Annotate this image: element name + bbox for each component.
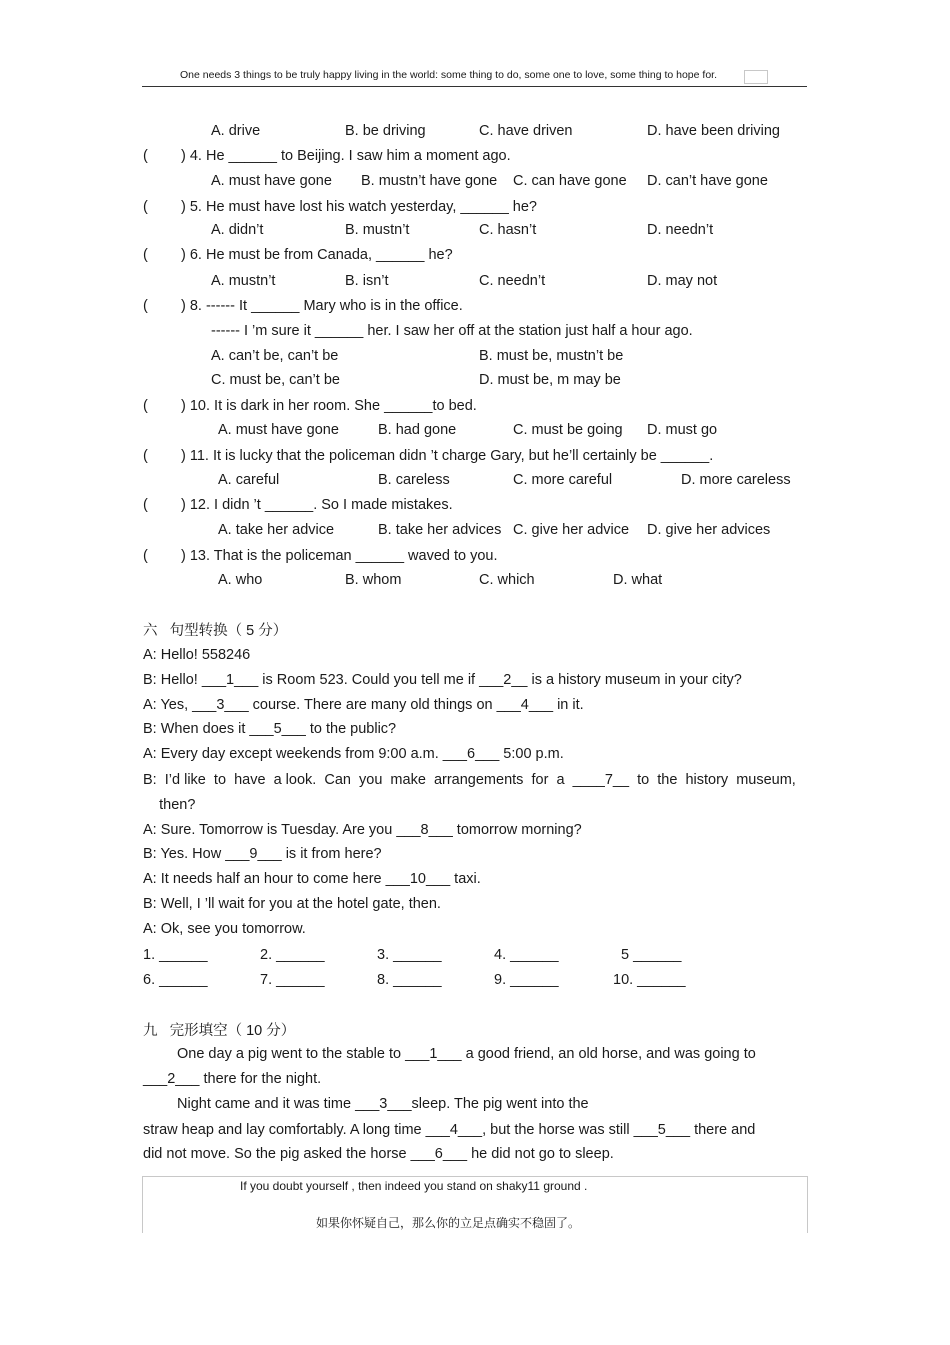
answer-blank[interactable]: 9. ______ xyxy=(494,972,559,988)
option-c: C. have driven xyxy=(479,123,573,139)
answer-blank[interactable]: 10. ______ xyxy=(613,972,686,988)
question-stem: ) 4. He ______ to Beijing. I saw him a moment ago. xyxy=(181,148,511,164)
option-a: A. can’t be, can’t be xyxy=(211,348,339,364)
answer-paren: ( xyxy=(143,448,148,464)
question-stem: ) 12. I didn ’t ______. So I made mistakes. xyxy=(181,497,453,513)
option-c: C. more careful xyxy=(513,472,613,488)
dialogue-line: A: It needs half an hour to come here ___10___ taxi. xyxy=(143,871,481,887)
header-quote: One needs 3 things to be truly happy living in the world: some thing to do, some one to love, some thing to hope for. xyxy=(180,69,717,81)
dialogue-line: B: I’d like to have a look. Can you make arrangements for a ____7__ to the history museum, xyxy=(143,772,796,788)
option-b: B. must be, mustn’t be xyxy=(479,348,624,364)
answer-blank[interactable]: 6. ______ xyxy=(143,972,208,988)
answer-paren: ( xyxy=(143,298,148,314)
answer-paren: ( xyxy=(143,497,148,513)
footer-quote-en: If you doubt yourself , then indeed you stand on shaky11 ground . xyxy=(240,1179,588,1193)
option-b: B. be driving xyxy=(345,123,426,139)
option-a: A. take her advice xyxy=(218,522,335,538)
option-d: D. may not xyxy=(647,273,718,289)
option-d: D. must be, m may be xyxy=(479,372,621,388)
answer-paren: ( xyxy=(143,247,148,263)
option-d: D. give her advices xyxy=(647,522,771,538)
dialogue-line: B: Well, I ’ll wait for you at the hotel gate, then. xyxy=(143,896,441,912)
dialogue-line: A: Sure. Tomorrow is Tuesday. Are you ___8___ tomorrow morning? xyxy=(143,822,582,838)
answer-paren: ( xyxy=(143,548,148,564)
option-b: B. take her advices xyxy=(378,522,502,538)
option-a: A. must have gone xyxy=(218,422,339,438)
answer-paren: ( xyxy=(143,199,148,215)
option-d: D. have been driving xyxy=(647,123,780,139)
option-c: C. must be going xyxy=(513,422,623,438)
dialogue-line: A: Hello! 558246 xyxy=(143,647,251,663)
question-stem: ) 11. It is lucky that the policeman didn ’t charge Gary, but he’ll certainly be ______. xyxy=(181,448,714,464)
option-a: A. who xyxy=(218,572,263,588)
question-stem: ) 10. It is dark in her room. She ______to bed. xyxy=(181,398,477,414)
passage-line: did not move. So the pig asked the horse ___6___ he did not go to sleep. xyxy=(143,1146,614,1162)
dialogue-line: A: Ok, see you tomorrow. xyxy=(143,921,306,937)
answer-blank[interactable]: 7. ______ xyxy=(260,972,325,988)
passage-line: One day a pig went to the stable to ___1___ a good friend, an old horse, and was going to xyxy=(177,1046,756,1062)
option-b: B. mustn’t xyxy=(345,222,410,238)
option-b: B. mustn’t have gone xyxy=(361,173,498,189)
passage-line: ___2___ there for the night. xyxy=(143,1071,322,1087)
option-d: D. must go xyxy=(647,422,718,438)
passage-line: Night came and it was time ___3___sleep. The pig went into the xyxy=(177,1096,589,1112)
option-b: B. had gone xyxy=(378,422,457,438)
option-c: C. hasn’t xyxy=(479,222,537,238)
question-stem: ) 6. He must be from Canada, ______ he? xyxy=(181,247,453,263)
dialogue-line: A: Every day except weekends from 9:00 a.m. ___6___ 5:00 p.m. xyxy=(143,746,564,762)
dialogue-line: then? xyxy=(143,797,196,813)
question-stem: ) 13. That is the policeman ______ waved to you. xyxy=(181,548,498,564)
option-b: B. whom xyxy=(345,572,402,588)
option-c: C. needn’t xyxy=(479,273,546,289)
option-c: C. give her advice xyxy=(513,522,630,538)
dialogue-line: B: Yes. How ___9___ is it from here? xyxy=(143,846,382,862)
answer-blank[interactable]: 5 ______ xyxy=(621,947,682,963)
option-c: C. must be, can’t be xyxy=(211,372,340,388)
answer-paren: ( xyxy=(143,398,148,414)
option-d: D. more careless xyxy=(681,472,791,488)
header-box xyxy=(744,70,768,84)
option-d: D. needn’t xyxy=(647,222,714,238)
option-a: A. drive xyxy=(211,123,261,139)
option-a: A. must have gone xyxy=(211,173,332,189)
option-a: A. mustn’t xyxy=(211,273,276,289)
option-b: B. careless xyxy=(378,472,450,488)
option-b: B. isn’t xyxy=(345,273,389,289)
question-line-2: ------ I ’m sure it ______ her. I saw her off at the station just half a hour ago. xyxy=(211,323,693,339)
question-stem: ) 5. He must have lost his watch yesterday, ______ he? xyxy=(181,199,537,215)
option-c: C. can have gone xyxy=(513,173,627,189)
answer-blank[interactable]: 2. ______ xyxy=(260,947,325,963)
dialogue-line: B: When does it ___5___ to the public? xyxy=(143,721,397,737)
footer-quote-zh: 如果你怀疑自己，那么你的立足点确实不稳固了。 xyxy=(316,1216,581,1230)
section-6-title: 六 句型转换（ 5 分） xyxy=(143,623,288,639)
header-rule xyxy=(142,86,807,87)
dialogue-line: A: Yes, ___3___ course. There are many old things on ___4___ in it. xyxy=(143,697,584,713)
answer-blank[interactable]: 4. ______ xyxy=(494,947,559,963)
answer-blank[interactable]: 8. ______ xyxy=(377,972,442,988)
option-c: C. which xyxy=(479,572,535,588)
dialogue-line: B: Hello! ___1___ is Room 523. Could you tell me if ___2__ is a history museum in your city? xyxy=(143,672,742,688)
answer-blank[interactable]: 3. ______ xyxy=(377,947,442,963)
option-a: A. careful xyxy=(218,472,280,488)
option-d: D. can’t have gone xyxy=(647,173,768,189)
section-9-title: 九 完形填空（ 10 分） xyxy=(143,1023,296,1039)
question-stem: ) 8. ------ It ______ Mary who is in the office. xyxy=(181,298,463,314)
passage-line: straw heap and lay comfortably. A long time ___4___, but the horse was still ___5___ there and xyxy=(143,1122,756,1138)
answer-blank[interactable]: 1. ______ xyxy=(143,947,208,963)
option-d: D. what xyxy=(613,572,663,588)
option-a: A. didn’t xyxy=(211,222,264,238)
answer-paren: ( xyxy=(143,148,148,164)
